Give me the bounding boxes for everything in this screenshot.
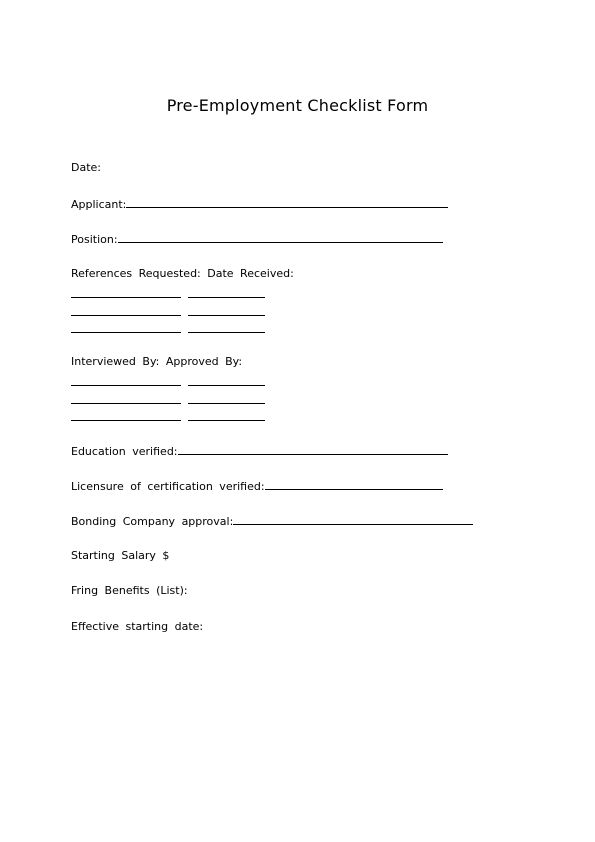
- education-label: Education verified:: [71, 445, 178, 458]
- interviewer-blank[interactable]: [71, 393, 181, 404]
- position-field-row: [71, 232, 443, 247]
- approver-blank[interactable]: [188, 393, 265, 404]
- licensure-blank[interactable]: [265, 479, 443, 490]
- position-blank[interactable]: [118, 232, 443, 243]
- bonding-field-row: [71, 514, 473, 529]
- applicant-field-row: [71, 197, 448, 212]
- reference-date-blank[interactable]: [188, 305, 265, 316]
- reference-name-blank[interactable]: [71, 305, 181, 316]
- approver-blank[interactable]: [188, 375, 265, 386]
- page-title: Pre-Employment Checklist Form: [166, 96, 429, 115]
- bonding-label: Bonding Company approval:: [71, 515, 234, 528]
- benefits-label: Fring Benefits (List):: [71, 584, 188, 597]
- applicant-label: Applicant:: [71, 198, 127, 211]
- references-label: References Requested: Date Received:: [71, 267, 294, 280]
- reference-date-blank[interactable]: [188, 322, 265, 333]
- date-label: Date:: [71, 161, 101, 174]
- approver-blank[interactable]: [188, 410, 265, 421]
- education-blank[interactable]: [178, 444, 448, 455]
- education-field-row: [71, 444, 448, 459]
- position-label: Position:: [71, 233, 118, 246]
- reference-name-blank[interactable]: [71, 287, 181, 298]
- interviewed-label: Interviewed By: Approved By:: [71, 355, 243, 368]
- reference-date-blank[interactable]: [188, 287, 265, 298]
- effective-date-label: Effective starting date:: [71, 620, 204, 633]
- salary-label: Starting Salary $: [71, 549, 170, 562]
- licensure-label: Licensure of certification verified:: [71, 480, 265, 493]
- bonding-blank[interactable]: [233, 514, 473, 525]
- interviewer-blank[interactable]: [71, 410, 181, 421]
- interviewer-blank[interactable]: [71, 375, 181, 386]
- applicant-blank[interactable]: [126, 197, 448, 208]
- licensure-field-row: [71, 479, 443, 494]
- reference-name-blank[interactable]: [71, 322, 181, 333]
